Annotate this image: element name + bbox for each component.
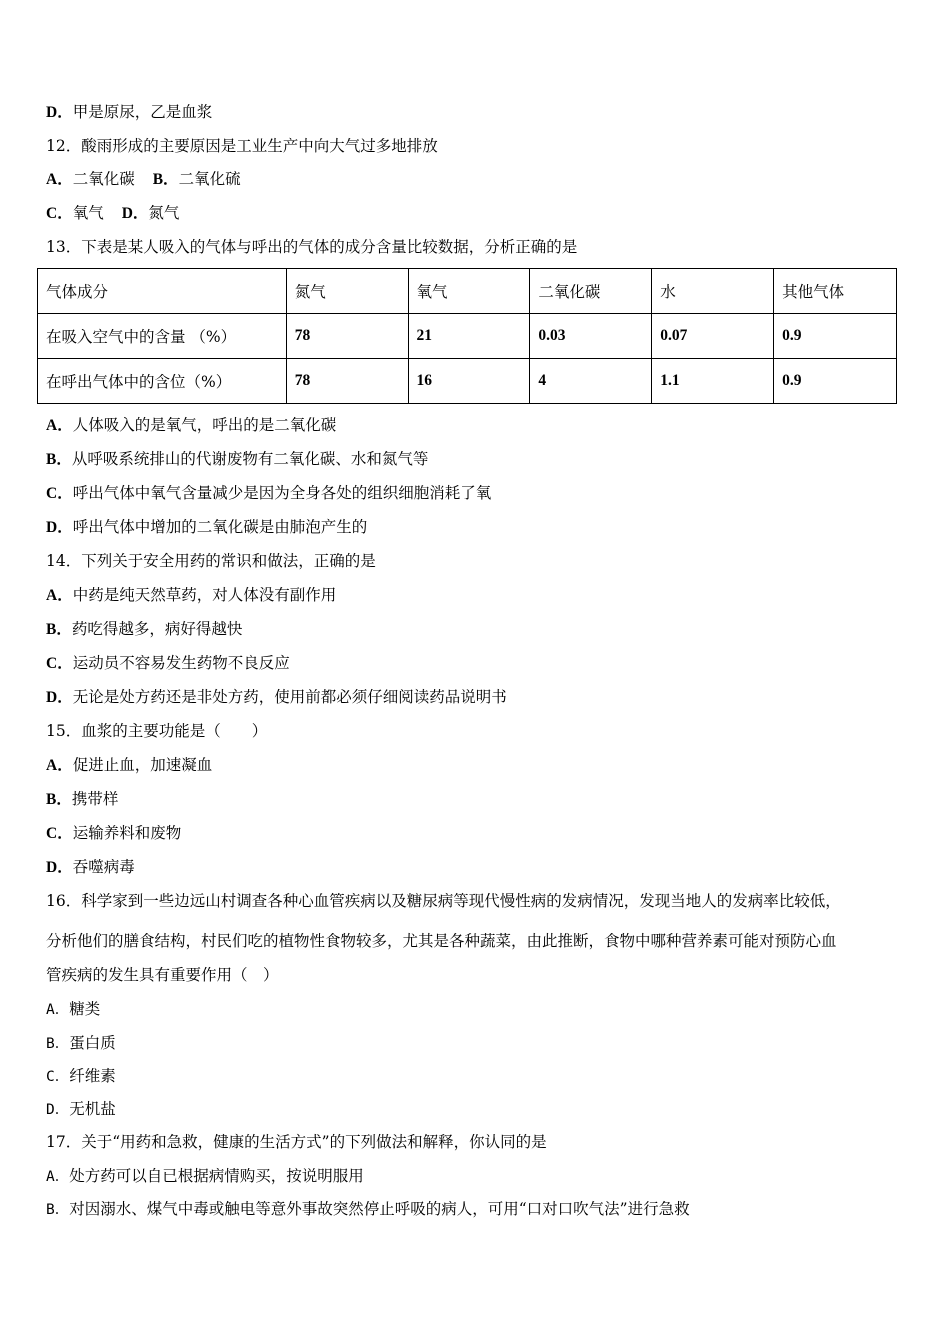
option-key: B． <box>152 171 179 188</box>
table-cell: 在吸入空气中的含量 （%） <box>38 314 287 359</box>
table-cell: 0.9 <box>774 314 897 359</box>
option-text: 处方药可以自已根据病情购买，按说明服用 <box>69 1167 364 1185</box>
option-key: B． <box>46 1202 70 1218</box>
option-text: 中药是纯天然草药，对人体没有副作用 <box>72 586 337 604</box>
option-key: A． <box>46 1169 70 1185</box>
option-key: B． <box>46 1036 70 1052</box>
option-text: 氮气 <box>148 204 180 222</box>
table-header-row <box>38 269 897 314</box>
option-key: B． <box>46 621 72 638</box>
option-key: C． <box>46 205 73 222</box>
q14-option-a <box>46 585 336 606</box>
q16-option-d <box>46 1099 116 1120</box>
table-header-cell: 二氧化碳 <box>530 269 652 314</box>
q16-stem-line: 16．科学家到一些边远山村调查各种心血管疾病以及糖尿病等现代慢性病的发病情况，发现当地人的发病率比较低， <box>46 892 841 910</box>
q16-option-c <box>46 1066 116 1087</box>
option-text: 呼出气体中增加的二氧化碳是由肺泡产生的 <box>72 518 368 536</box>
q16-option-b <box>46 1033 116 1054</box>
q16-option-a <box>46 999 100 1020</box>
q16-stem-line: 管疾病的发生具有重要作用（ ） <box>46 966 279 984</box>
option-text: 纤维素 <box>69 1067 116 1085</box>
table-cell: 16 <box>408 359 530 404</box>
table-cell: 21 <box>408 314 530 359</box>
table-cell: 4 <box>530 359 652 404</box>
option-key: A． <box>46 417 73 434</box>
table-header-cell: 气体成分 <box>38 269 287 314</box>
table-header-cell: 水 <box>652 269 774 314</box>
q15-stem: 15．血浆的主要功能是（ ） <box>46 722 268 740</box>
q17-option-b <box>46 1199 690 1220</box>
q15-option-a <box>46 755 212 776</box>
option-key: C． <box>46 825 73 842</box>
option-text: 二氧化硫 <box>178 170 241 188</box>
table-cell: 在呼出气体中的含位（%） <box>38 359 287 404</box>
q13-option-b <box>46 449 428 470</box>
option-text: 吞噬病毒 <box>72 858 135 876</box>
option-text: 二氧化碳 <box>72 170 135 188</box>
table-cell: 0.03 <box>530 314 652 359</box>
option-key: B． <box>46 451 72 468</box>
q12-options-ab <box>46 169 241 190</box>
table-row <box>38 314 897 359</box>
option-key: D． <box>121 205 149 222</box>
q12-options-cd <box>46 203 179 224</box>
q15-option-d <box>46 857 135 878</box>
option-key: C． <box>46 485 73 502</box>
q12-stem: 12．酸雨形成的主要原因是工业生产中向大气过多地排放 <box>46 137 438 155</box>
option-text: 促进止血，加速凝血 <box>72 756 213 774</box>
option-text: 甲是原尿，乙是血浆 <box>72 103 213 121</box>
table-cell: 1.1 <box>652 359 774 404</box>
table-header-cell: 氮气 <box>286 269 408 314</box>
option-text: 人体吸入的是氧气，呼出的是二氧化碳 <box>72 416 337 434</box>
option-text: 运输养料和废物 <box>72 824 182 842</box>
option-key: A． <box>46 171 73 188</box>
option-text: 运动员不容易发生药物不良反应 <box>72 654 290 672</box>
q14-option-d <box>46 687 507 708</box>
gas-composition-table <box>37 268 897 404</box>
q13-option-c <box>46 483 491 504</box>
table-cell: 0.07 <box>652 314 774 359</box>
q14-stem: 14．下列关于安全用药的常识和做法，正确的是 <box>46 552 376 570</box>
option-text: 蛋白质 <box>69 1034 116 1052</box>
table-cell: 0.9 <box>774 359 897 404</box>
table-row <box>38 359 897 404</box>
q14-option-b <box>46 619 242 640</box>
option-text: 氧气 <box>72 204 104 222</box>
q17-stem: 17．关于“用药和急救，健康的生活方式”的下列做法和解释，你认同的是 <box>46 1133 547 1151</box>
option-key: D． <box>46 104 73 121</box>
option-text: 对因溺水、煤气中毒或触电等意外事故突然停止呼吸的病人，可用“口对口吹气法”进行急救 <box>69 1200 690 1218</box>
option-key: A． <box>46 757 73 774</box>
q13-option-a <box>46 415 336 436</box>
q15-option-b <box>46 789 118 810</box>
option-key: C． <box>46 655 73 672</box>
option-key: D． <box>46 859 73 876</box>
option-key: D． <box>46 1102 70 1118</box>
option-key: A． <box>46 587 73 604</box>
option-text: 无机盐 <box>69 1100 116 1118</box>
option-text: 呼出气体中氧气含量减少是因为全身各处的组织细胞消耗了氧 <box>72 484 492 502</box>
q14-option-c <box>46 653 290 674</box>
option-key: D． <box>46 519 73 536</box>
option-text: 携带样 <box>71 790 119 808</box>
option-key: B． <box>46 791 72 808</box>
q13-option-d <box>46 517 367 538</box>
option-text: 无论是处方药还是非处方药，使用前都必须仔细阅读药品说明书 <box>72 688 507 706</box>
table-cell: 78 <box>286 314 408 359</box>
q13-stem: 13．下表是某人吸入的气体与呼出的气体的成分含量比较数据，分析正确的是 <box>46 238 578 256</box>
q17-option-a <box>46 1166 364 1187</box>
table-header-cell: 氧气 <box>408 269 530 314</box>
option-text: 从呼吸系统排山的代谢废物有二氧化碳、水和氮气等 <box>71 450 429 468</box>
q16-stem-line: 分析他们的膳食结构，村民们吃的植物性食物较多，尤其是各种蔬菜，由此推断，食物中哪种营养素可能对预防心血 <box>46 932 837 950</box>
option-key: C． <box>46 1069 70 1085</box>
option-key: D． <box>46 689 73 706</box>
option-key: A． <box>46 1002 70 1018</box>
q11-option-d <box>46 102 212 123</box>
option-text: 药吃得越多，病好得越快 <box>71 620 243 638</box>
option-text: 糖类 <box>69 1000 101 1018</box>
table-cell: 78 <box>286 359 408 404</box>
q15-option-c <box>46 823 181 844</box>
table-header-cell: 其他气体 <box>774 269 897 314</box>
